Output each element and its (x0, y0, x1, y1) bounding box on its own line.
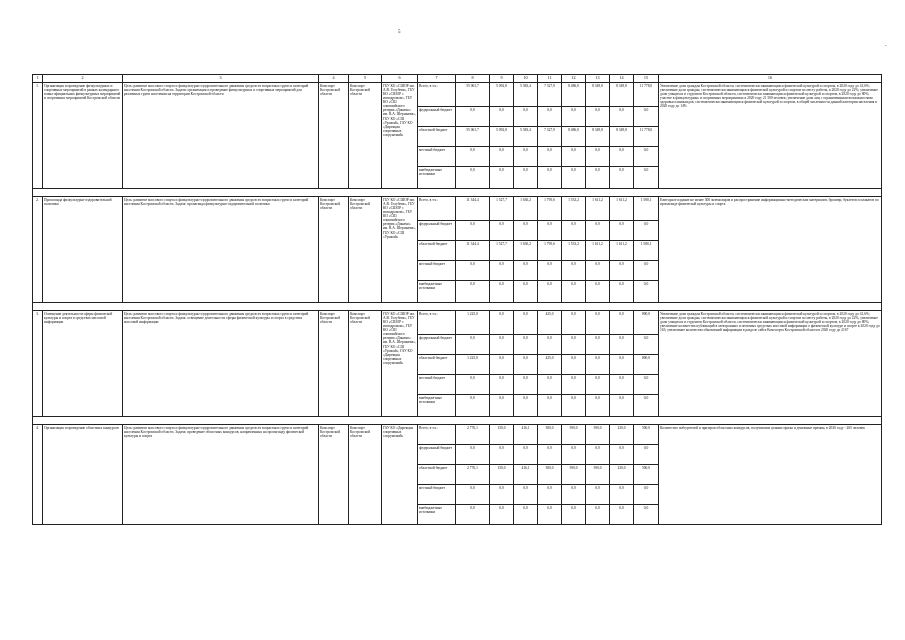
funding-source: областной бюджет (418, 465, 456, 485)
funding-value: 0,0 (456, 505, 490, 525)
funding-source: местный бюджет (418, 375, 456, 395)
funding-value: 0,0 (562, 395, 586, 417)
funding-value: 0,0 (586, 221, 610, 241)
participants: ГБУ КО «СШОР им. А.В. Голубева», ГБУ КО «СШОР с ипподромом», ГБУ КО «СШ олимпийского резерва «Динамо» им. В.А. Шершнева», ГБУ КО «СШ «Урожай», ГАУ КО «Дирекция спортивных сооружений» (382, 311, 418, 417)
funding-value: 0,0 (514, 107, 538, 127)
funding-value: 800,0 (634, 355, 659, 375)
header-row (33, 75, 882, 83)
funding-value: 0,0 (490, 311, 514, 335)
funding-source: областной бюджет (418, 355, 456, 375)
funding-value: 11 344,4 (456, 241, 490, 261)
participants: ГАУ КО «Дирекция спортивных сооружений» (382, 425, 418, 525)
funding-value: 0,0 (490, 107, 514, 127)
header-cell: 15 (634, 75, 659, 83)
event-name: Организация и проведение физкультурных и спортивных мероприятий в рамках календарного плана официальных физкультурных мероприятий и спортивных мероприятий Костромской области (43, 83, 123, 189)
funding-value: 5 092,8 (490, 83, 514, 107)
funding-value: 7 327,9 (538, 83, 562, 107)
funding-value: 0,0 (634, 395, 659, 417)
header-cell: 7 (418, 75, 456, 83)
funding-source: Всего, в т.ч.: (418, 197, 456, 221)
funding-value: 0,0 (562, 375, 586, 395)
funding-value: 0,0 (562, 505, 586, 525)
funding-value: 0,0 (634, 221, 659, 241)
header-cell: 11 (538, 75, 562, 83)
funding-value: 5 383,4 (514, 127, 538, 147)
header-cell: 3 (123, 75, 319, 83)
section-gap (33, 189, 882, 197)
funding-value: 0,0 (514, 147, 538, 167)
funding-value: 0,0 (456, 485, 490, 505)
funding-value: 8 349,8 (610, 127, 634, 147)
funding-value: 0,0 (634, 445, 659, 465)
expected-result: Количество победителей и призеров областных конкурсов, получивших ценные призы и денежные премии, в 2020 году - 265 человек (659, 425, 882, 525)
funding-value: 0,0 (586, 485, 610, 505)
funding-value: 8 349,8 (610, 83, 634, 107)
expected-result: Увеличение доли граждан Костромской области, систематически занимающихся физической культурой и спортом, в 2020 году до 41,6%; увеличение доли граждан, систематически занимающихся физической культурой и спортом по месту работы, в 2020 году до 22%; увеличение доли учащихся и студентов Костромской области, систематически занимающихся физической культурой и спортом, в 2020 году до 80%; увеличение количества публикаций в электронных и печатных средствах массовой информации о физической культуре и спорте в 2020 году до 163; увеличение количества обновлений информации в разделе сайта Комспорта Костромской области в 2020 году до 2167 (659, 311, 882, 417)
funding-value: 1 527,7 (490, 197, 514, 221)
funding-value: 0,0 (586, 311, 610, 335)
expected-result: Увеличение доли граждан Костромской области, систематически занимающихся физической культурой и спортом, в 2020 году до 41,6%; увеличение доли граждан, систематически занимающихся физической культурой и спортом по месту работы, в 2020 году до 22%; увеличение доли учащихся и студентов Костромской области, систематически занимающихся физической культурой и спортом, в 2020 году до 80%; участие в физкультурных и спортивных мероприятиях в 2020 году 21 500 человек; увеличение доли лиц с ограниченными возможностями здоровья и инвалидов, систематически занимающихся физической культурой и спортом, в общей численности данной категории населения в 2020 году до 14% (659, 83, 882, 189)
funding-value: 11 344,4 (456, 197, 490, 221)
funding-value: 0,0 (490, 221, 514, 241)
funding-value: 0,0 (562, 485, 586, 505)
funding-value: 0,0 (634, 107, 659, 127)
funding-source: внебюджетные источники (418, 167, 456, 189)
funding-value: 0,0 (562, 221, 586, 241)
funding-value: 0,0 (456, 335, 490, 355)
funding-value: 0,0 (456, 445, 490, 465)
responsible-executor: Комспорт Костромской области (319, 311, 349, 417)
header-cell: 10 (514, 75, 538, 83)
event-name: Пропаганда физкультурно-оздоровительной политики (43, 197, 123, 303)
funding-value: 1 533,2 (562, 197, 586, 221)
funding-value: 0,0 (634, 147, 659, 167)
funding-value: 8 349,8 (586, 83, 610, 107)
funding-value: 0,0 (490, 281, 514, 303)
funding-value: 0,0 (538, 261, 562, 281)
funding-value: 1 795,6 (538, 197, 562, 221)
funding-value: 0,0 (490, 147, 514, 167)
funding-source: Всего, в т.ч.: (418, 83, 456, 107)
participants: ГБУ КО «СШОР им. А.В. Голубева», ГБУ КО «СШОР с ипподромом», ГБУ КО «СШ олимпийского резерва «Динамо» им. В.А. Шершнева», ГБУ КО «СШ «Урожай» (382, 197, 418, 303)
funding-value: 1 611,2 (610, 197, 634, 221)
funding-value: 1 533,2 (562, 241, 586, 261)
funding-value: 0,0 (562, 281, 586, 303)
funding-value: 416,1 (514, 465, 538, 485)
funding-value: 0,0 (610, 147, 634, 167)
coexecutor: Комспорт Костромской области (349, 83, 382, 189)
funding-value: 0,0 (538, 335, 562, 355)
funding-value: 425,0 (538, 311, 562, 335)
funding-value: 0,0 (538, 221, 562, 241)
funding-value: 0,0 (562, 355, 586, 375)
funding-value: 2 776,1 (456, 465, 490, 485)
funding-value: 1 795,6 (538, 241, 562, 261)
funding-value: 390,0 (586, 425, 610, 445)
funding-value: 0,0 (562, 261, 586, 281)
funding-value: 300,0 (538, 425, 562, 445)
funding-source: внебюджетные источники (418, 395, 456, 417)
funding-source: внебюджетные источники (418, 505, 456, 525)
funding-value: 0,0 (634, 375, 659, 395)
funding-value: 0,0 (586, 505, 610, 525)
funding-value: 390,0 (586, 465, 610, 485)
funding-value: 0,0 (634, 485, 659, 505)
funding-value: 416,1 (514, 425, 538, 445)
header-cell: 8 (456, 75, 490, 83)
corner-mark: - (885, 44, 887, 49)
funding-value: 0,0 (490, 335, 514, 355)
funding-source: Всего, в т.ч.: (418, 311, 456, 335)
funding-value: 0,0 (538, 107, 562, 127)
funding-source: федеральный бюджет (418, 335, 456, 355)
funding-value: 800,0 (634, 311, 659, 335)
header-cell: 12 (562, 75, 586, 83)
funding-value: 0,0 (538, 485, 562, 505)
funding-value: 0,0 (634, 167, 659, 189)
funding-value: 0,0 (514, 311, 538, 335)
funding-value: 0,0 (634, 281, 659, 303)
goal-text: Цель: развитие массового спорта и физкультурно-оздоровительного движения среди всех возрастных групп и категорий населения Костромской области. Задача: освещение деятельности сферы физической культуры и спорта в средствах массовой информации (123, 311, 319, 417)
funding-value: 0,0 (514, 261, 538, 281)
funding-value: 0,0 (586, 445, 610, 465)
funding-value: 0,0 (538, 147, 562, 167)
funding-source: Всего, в т.ч.: (418, 425, 456, 445)
funding-value: 390,0 (562, 425, 586, 445)
event-name: Организация и проведение областных конкурсов (43, 425, 123, 525)
funding-value: 0,0 (490, 167, 514, 189)
funding-value: 0,0 (562, 311, 586, 335)
funding-value: 1 580,1 (634, 197, 659, 221)
header-cell: 5 (349, 75, 382, 83)
header-cell: 1 (33, 75, 43, 83)
funding-value: 0,0 (514, 281, 538, 303)
funding-value: 0,0 (490, 445, 514, 465)
funding-value: 2 776,1 (456, 425, 490, 445)
funding-value: 0,0 (490, 375, 514, 395)
header-cell: 2 (43, 75, 123, 83)
funding-value: 0,0 (610, 375, 634, 395)
funding-source: местный бюджет (418, 261, 456, 281)
funding-value: 8 349,8 (586, 127, 610, 147)
funding-value: 1 580,1 (634, 241, 659, 261)
row-number: 2. (33, 197, 43, 303)
funding-value: 0,0 (610, 355, 634, 375)
funding-value: 7 327,9 (538, 127, 562, 147)
funding-value: 0,0 (514, 335, 538, 355)
funding-value: 11 778,0 (634, 127, 659, 147)
row-number: 1. (33, 83, 43, 189)
table-row (33, 311, 882, 335)
expected-result: Ежегодное издание не менее 300 экземпляров и распространение информационно-методических материалов, брошюр, буклетов и плакатов по пропаганде физической культуры и спорта (659, 197, 882, 303)
funding-value: 150,0 (490, 465, 514, 485)
funding-value: 0,0 (610, 167, 634, 189)
responsible-executor: Комспорт Костромской области (319, 197, 349, 303)
page-number: 5 (398, 30, 401, 35)
funding-value: 0,0 (634, 261, 659, 281)
table-row (33, 425, 882, 445)
funding-value: 1 630,2 (514, 241, 538, 261)
funding-value: 1 225,0 (456, 311, 490, 335)
funding-value: 0,0 (610, 261, 634, 281)
funding-value: 0,0 (514, 375, 538, 395)
table-row (33, 197, 882, 221)
header-cell: 14 (610, 75, 634, 83)
funding-source: областной бюджет (418, 127, 456, 147)
coexecutor: Комспорт Костромской области (349, 311, 382, 417)
funding-value: 0,0 (562, 107, 586, 127)
participants: ГБУ КО «СШОР им. А.В. Голубева», ГБУ КО «СШОР с ипподромом», ГБУ КО «СШ олимпийского резерва «Динамо» им. В.А. Шершнева», ГБУ КО «СШ «Урожай», ГАУ КО «Дирекция спортивных сооружений» (382, 83, 418, 189)
goal-text: Цель: развитие массового спорта и физкультурно-оздоровительного движения среди всех возрастных групп и категорий населения Костромской области. Задача: пропаганда физкультурно-оздоровительной политики (123, 197, 319, 303)
funding-value: 55 061,7 (456, 83, 490, 107)
funding-value: 500,0 (634, 425, 659, 445)
event-name: Освещение деятельности сферы физической культуры и спорта в средствах массовой информации (43, 311, 123, 417)
funding-value: 0,0 (562, 167, 586, 189)
funding-value: 55 061,7 (456, 127, 490, 147)
funding-source: областной бюджет (418, 241, 456, 261)
funding-value: 0,0 (562, 445, 586, 465)
funding-value: 0,0 (490, 395, 514, 417)
funding-value: 0,0 (586, 261, 610, 281)
funding-value: 8 486,0 (562, 83, 586, 107)
row-number: 3. (33, 311, 43, 417)
funding-value: 0,0 (456, 107, 490, 127)
funding-value: 0,0 (610, 505, 634, 525)
funding-value: 0,0 (586, 375, 610, 395)
gap-cell (33, 189, 882, 197)
funding-value: 425,0 (538, 355, 562, 375)
coexecutor: Комспорт Костромской области (349, 425, 382, 525)
funding-value: 0,0 (490, 261, 514, 281)
funding-value: 11 778,0 (634, 83, 659, 107)
funding-value: 500,0 (634, 465, 659, 485)
funding-value: 0,0 (586, 147, 610, 167)
funding-value: 0,0 (514, 221, 538, 241)
funding-value: 0,0 (456, 395, 490, 417)
coexecutor: Комспорт Костромской области (349, 197, 382, 303)
funding-value: 0,0 (538, 375, 562, 395)
funding-value: 1 225,0 (456, 355, 490, 375)
header-cell: 6 (382, 75, 418, 83)
funding-value: 0,0 (456, 375, 490, 395)
funding-value: 0,0 (514, 485, 538, 505)
funding-value: 0,0 (538, 281, 562, 303)
funding-value: 0,0 (586, 395, 610, 417)
funding-value: 0,0 (610, 221, 634, 241)
funding-value: 0,0 (634, 505, 659, 525)
responsible-executor: Комспорт Костромской области (319, 83, 349, 189)
header-cell: 13 (586, 75, 610, 83)
row-number: 4. (33, 425, 43, 525)
funding-value: 0,0 (586, 355, 610, 375)
funding-value: 0,0 (514, 505, 538, 525)
funding-value: 1 527,7 (490, 241, 514, 261)
funding-value: 5 092,8 (490, 127, 514, 147)
funding-value: 0,0 (562, 335, 586, 355)
funding-value: 0,0 (514, 167, 538, 189)
funding-value: 0,0 (456, 167, 490, 189)
header-cell: 16 (659, 75, 882, 83)
goal-text: Цель: развитие массового спорта и физкультурно-оздоровительного движения среди всех возрастных групп и категорий населения Костромской области. Задачи: организация и проведение физкультурных и спортивных мероприятий для различных групп населения на территории Костромской области (123, 83, 319, 189)
funding-source: местный бюджет (418, 485, 456, 505)
funding-value: 0,0 (610, 395, 634, 417)
funding-value: 0,0 (586, 281, 610, 303)
funding-value: 0,0 (610, 311, 634, 335)
goal-text: Цель: развитие массового спорта и физкультурно-оздоровительного движения среди всех возрастных групп и категорий населения Костромской области. Задача: проведение областных конкурсов, направленных на пропаганду физической культуры и спорта (123, 425, 319, 525)
funding-value: 0,0 (562, 147, 586, 167)
funding-source: федеральный бюджет (418, 107, 456, 127)
funding-value: 0,0 (610, 107, 634, 127)
funding-value: 0,0 (456, 281, 490, 303)
funding-value: 0,0 (610, 485, 634, 505)
funding-value: 0,0 (456, 147, 490, 167)
section-gap (33, 417, 882, 425)
gap-cell (33, 303, 882, 311)
funding-value: 230,0 (610, 465, 634, 485)
funding-source: внебюджетные источники (418, 281, 456, 303)
funding-value: 0,0 (586, 335, 610, 355)
funding-value: 0,0 (586, 107, 610, 127)
funding-value: 1 611,2 (586, 241, 610, 261)
header-cell: 4 (319, 75, 349, 83)
funding-value: 0,0 (514, 355, 538, 375)
funding-value: 150,0 (490, 425, 514, 445)
funding-value: 0,0 (610, 445, 634, 465)
gap-cell (33, 417, 882, 425)
header-cell: 9 (490, 75, 514, 83)
responsible-executor: Комспорт Костромской области (319, 425, 349, 525)
funding-value: 0,0 (538, 167, 562, 189)
funding-value: 5 383,4 (514, 83, 538, 107)
funding-value: 300,0 (538, 465, 562, 485)
funding-value: 0,0 (586, 167, 610, 189)
section-gap (33, 303, 882, 311)
funding-source: федеральный бюджет (418, 445, 456, 465)
funding-value: 0,0 (490, 485, 514, 505)
funding-value: 0,0 (538, 445, 562, 465)
funding-value: 230,0 (610, 425, 634, 445)
funding-value: 0,0 (456, 261, 490, 281)
funding-value: 0,0 (538, 505, 562, 525)
funding-value: 0,0 (514, 445, 538, 465)
funding-value: 0,0 (538, 395, 562, 417)
funding-value: 0,0 (610, 281, 634, 303)
funding-value: 390,0 (562, 465, 586, 485)
funding-value: 0,0 (634, 335, 659, 355)
table-row (33, 83, 882, 107)
funding-value: 0,0 (610, 335, 634, 355)
funding-value: 0,0 (456, 221, 490, 241)
funding-value: 0,0 (490, 355, 514, 375)
funding-value: 1 630,2 (514, 197, 538, 221)
program-table (32, 74, 882, 525)
funding-value: 1 611,2 (610, 241, 634, 261)
funding-value: 0,0 (490, 505, 514, 525)
funding-source: местный бюджет (418, 147, 456, 167)
funding-value: 8 486,0 (562, 127, 586, 147)
funding-value: 0,0 (514, 395, 538, 417)
funding-source: федеральный бюджет (418, 221, 456, 241)
funding-value: 1 611,2 (586, 197, 610, 221)
